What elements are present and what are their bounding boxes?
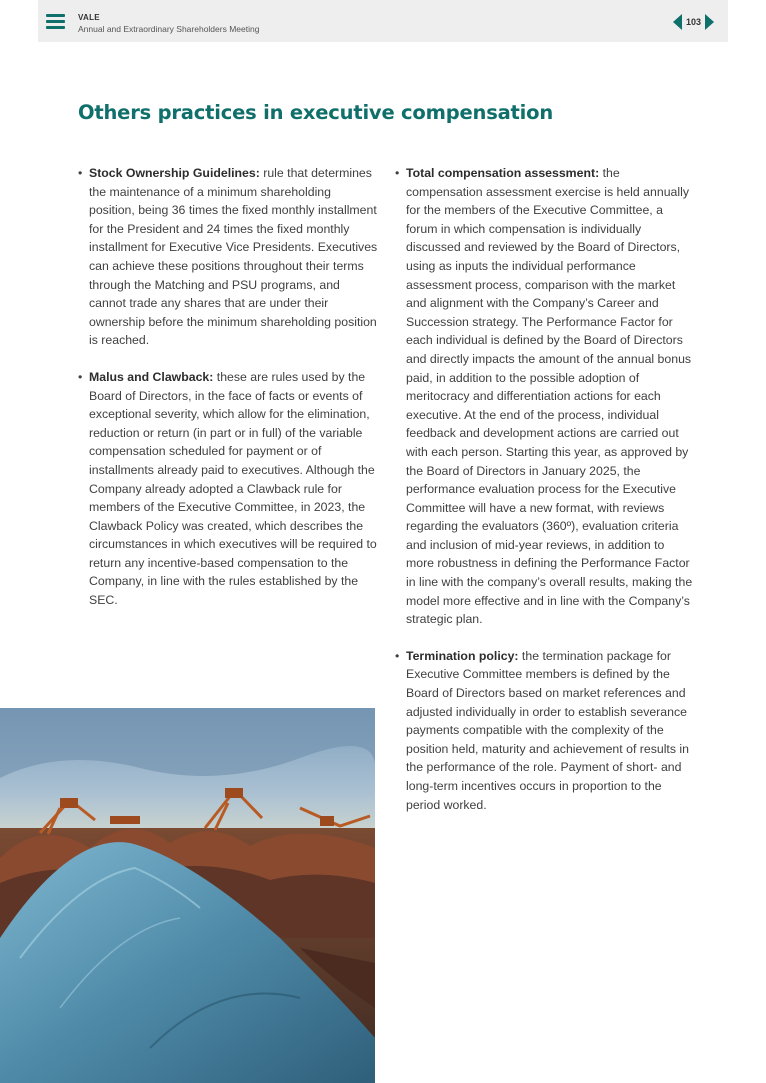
bullet-text: the compensation assessment exercise is held annually for the members of the Executive Committee, a forum in which compensation is individually discussed and reviewed by the Board of Directors, using as inputs the individual performance assessment process, comparison with the market and alignment with the Company’s Career and Succession strategy. The Performance Factor for each individual is defined by the Board of Directors and directly impacts the amount of the annual bonus paid, in addition to the possible adoption of meritocracy and differentiation actions for each executive. At the end of the process, individual feedback and development actions are carried out with each person. Starting this year, as approved by the Board of Directors in January 2025, the performance evaluation process for the Executive Committee will have a new format, with reviews regarding the evaluators (360º), evaluation criteria and inclusion of mid-year reviews, in addition to more robustness in defining the Performance Factor in line with the company’s overall results, making the model more effective and in line with the Company’s strategic plan.	[406, 166, 693, 627]
menu-icon[interactable]	[46, 14, 65, 29]
bullet-glyph: •	[78, 166, 83, 180]
bullet-malus-clawback	[78, 368, 378, 610]
page-number: 103	[685, 17, 701, 27]
bullet-label: Stock Ownership Guidelines:	[89, 166, 260, 180]
brand-name: VALE	[78, 13, 100, 22]
page-navigator	[673, 13, 714, 31]
bullet-glyph: •	[78, 369, 83, 384]
top-bar	[38, 0, 728, 42]
left-column	[78, 164, 378, 628]
bullet-label: Malus and Clawback:	[89, 369, 214, 384]
bullet-label: Termination policy:	[406, 648, 519, 663]
bullet-total-compensation	[395, 164, 695, 629]
bullet-label: Total compensation assessment:	[406, 166, 600, 180]
bullet-text: rule that determines the maintenance of a minimum shareholding position, being 36 times the fixed monthly installment for the President and 24 times the fixed monthly installment for Executive Vice Presidents. Executives can achieve these positions throughout their terms through the Matching and PSU programs, and cannot trade any shares that are under their ownership before the minimum shareholding position is reached.	[89, 166, 378, 348]
ore-stockpile-photo	[0, 708, 375, 1083]
bullet-text: the termination package for Executive Committee members is defined by the Board of Directors based on market references and adjusted individually in order to establish severance payments compatible with the complexity of the position held, maturity and achievement of results in the performance of the role. Payment of short- and long-term incentives occurs in proportion to the period worked.	[406, 648, 689, 812]
document-subtitle: Annual and Extraordinary Shareholders Meeting	[78, 24, 260, 34]
bullet-stock-ownership	[78, 164, 378, 350]
arrow-right-icon[interactable]	[705, 14, 714, 30]
arrow-left-icon[interactable]	[673, 14, 682, 30]
right-column	[395, 164, 695, 832]
bullet-termination-policy	[395, 647, 695, 814]
bullet-glyph: •	[395, 166, 400, 180]
bullet-glyph: •	[395, 648, 400, 663]
bullet-text: these are rules used by the Board of Directors, in the face of facts or events of exceptional severity, which allow for the elimination, reduction or return (in part or in full) of the variable compensation scheduled for payment or of installments already paid to executives. Although the Company already adopted a Clawback rule for members of the Executive Committee, in 2023, the Clawback Policy was created, which describes the circumstances in which executives will be required to return any incentive-based compensation to the Company, in line with the rules established by the SEC.	[89, 369, 377, 608]
page-title: Others practices in executive compensation	[78, 101, 554, 124]
